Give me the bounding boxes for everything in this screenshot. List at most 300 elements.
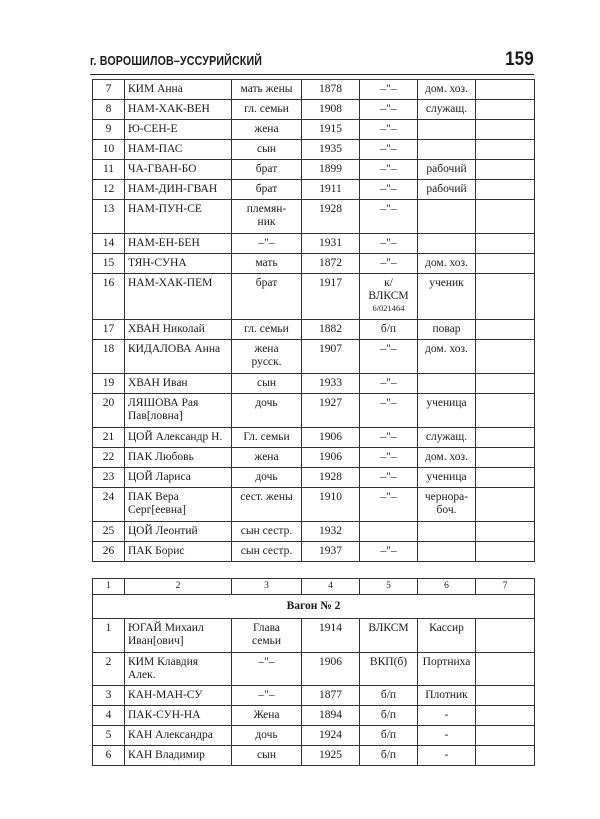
birth-year bbox=[302, 274, 360, 320]
relation bbox=[232, 274, 302, 320]
notes bbox=[476, 448, 535, 468]
row-number bbox=[93, 488, 125, 522]
person-name-text: НАМ-ПАС bbox=[128, 143, 183, 155]
column-number: 5 bbox=[360, 579, 418, 595]
person-name bbox=[125, 160, 232, 180]
column-number: 6 bbox=[418, 579, 476, 595]
person-name bbox=[125, 448, 232, 468]
relation bbox=[232, 542, 302, 562]
row-number bbox=[93, 320, 125, 340]
notes bbox=[476, 706, 535, 726]
notes bbox=[476, 653, 535, 686]
birth-year-text: 1935 bbox=[319, 143, 342, 155]
birth-year-text: 1911 bbox=[319, 183, 342, 195]
relation-text: жена bbox=[254, 123, 279, 135]
deportee-table-continued bbox=[92, 79, 535, 562]
table-row bbox=[93, 320, 535, 340]
table-row bbox=[93, 274, 535, 320]
occupation bbox=[418, 254, 476, 274]
relation bbox=[232, 448, 302, 468]
column-number: 3 bbox=[232, 579, 302, 595]
birth-year bbox=[302, 140, 360, 160]
table-row bbox=[93, 746, 535, 766]
row-number-text: 4 bbox=[105, 709, 112, 721]
row-number bbox=[93, 706, 125, 726]
relation bbox=[232, 80, 302, 100]
birth-year-text: 1914 bbox=[319, 622, 342, 634]
occupation bbox=[418, 140, 476, 160]
membership-card-number: 6/021464 bbox=[372, 303, 405, 313]
relation-text: дочь bbox=[255, 729, 278, 741]
birth-year bbox=[302, 619, 360, 653]
person-name bbox=[125, 234, 232, 254]
table-row bbox=[93, 522, 535, 542]
occupation-text: Плотник bbox=[425, 689, 468, 701]
relation-text: сын bbox=[257, 377, 276, 389]
party-status bbox=[360, 522, 418, 542]
relation bbox=[232, 686, 302, 706]
person-name bbox=[125, 100, 232, 120]
notes bbox=[476, 726, 535, 746]
party-status bbox=[360, 180, 418, 200]
relation bbox=[232, 394, 302, 428]
birth-year-text: 1878 bbox=[319, 83, 342, 95]
party-status bbox=[360, 746, 418, 766]
birth-year-text: 1906 bbox=[319, 656, 342, 668]
row-number-text: 21 bbox=[102, 431, 115, 443]
birth-year-text: 1928 bbox=[319, 203, 342, 215]
table-row bbox=[93, 160, 535, 180]
row-number-text: 15 bbox=[102, 257, 115, 269]
party-status bbox=[360, 468, 418, 488]
relation-text: брат bbox=[255, 163, 278, 175]
party-status-text: –"– bbox=[380, 183, 397, 195]
occupation-text: дом. хоз. bbox=[425, 451, 468, 463]
row-number bbox=[93, 522, 125, 542]
party-status-text: –"– bbox=[380, 203, 397, 215]
running-title: г. ВОРОШИЛОВ–УССУРИЙСКИЙ bbox=[90, 54, 263, 68]
row-number-text: 12 bbox=[102, 183, 115, 195]
party-status-text: –"– bbox=[380, 123, 397, 135]
person-name bbox=[125, 428, 232, 448]
row-number bbox=[93, 160, 125, 180]
person-name-text: ХВАН Николай bbox=[128, 323, 205, 335]
birth-year bbox=[302, 706, 360, 726]
notes bbox=[476, 488, 535, 522]
table-row bbox=[93, 686, 535, 706]
relation-text: –"– bbox=[258, 689, 275, 701]
column-number: 4 bbox=[302, 579, 360, 595]
table-row bbox=[93, 80, 535, 100]
birth-year bbox=[302, 468, 360, 488]
party-status bbox=[360, 254, 418, 274]
party-status-text: б/п bbox=[380, 709, 397, 721]
wagon-2-table bbox=[92, 578, 535, 766]
birth-year bbox=[302, 180, 360, 200]
birth-year-text: 1915 bbox=[319, 123, 342, 135]
row-number-text: 24 bbox=[102, 491, 115, 503]
relation-text: гл. семьи bbox=[244, 103, 289, 115]
party-status-text: –"– bbox=[380, 257, 397, 269]
notes bbox=[476, 522, 535, 542]
relation bbox=[232, 340, 302, 374]
birth-year bbox=[302, 340, 360, 374]
column-number: 7 bbox=[476, 579, 535, 595]
row-number-text: 20 bbox=[102, 397, 115, 409]
party-status bbox=[360, 340, 418, 374]
relation bbox=[232, 706, 302, 726]
row-number-text: 25 bbox=[102, 525, 115, 537]
birth-year bbox=[302, 394, 360, 428]
notes bbox=[476, 200, 535, 234]
person-name-text: КАН-МАН-СУ bbox=[128, 689, 203, 701]
occupation-text: рабочий bbox=[426, 183, 467, 195]
occupation bbox=[418, 686, 476, 706]
person-name-text: НАМ-ХАК-ПЕМ bbox=[128, 277, 213, 289]
table-row bbox=[93, 340, 535, 374]
person-name bbox=[125, 542, 232, 562]
row-number bbox=[93, 726, 125, 746]
birth-year-text: 1908 bbox=[319, 103, 342, 115]
birth-year-text: 1899 bbox=[319, 163, 342, 175]
person-name-text: Ю-СЕН-Е bbox=[128, 123, 178, 135]
relation bbox=[232, 100, 302, 120]
person-name bbox=[125, 140, 232, 160]
party-status-text: –"– bbox=[380, 545, 397, 557]
relation bbox=[232, 488, 302, 522]
occupation bbox=[418, 542, 476, 562]
row-number-text: 10 bbox=[102, 143, 115, 155]
row-number bbox=[93, 274, 125, 320]
notes bbox=[476, 234, 535, 254]
row-number bbox=[93, 340, 125, 374]
party-status-text: ВКП(б) bbox=[369, 656, 408, 668]
birth-year bbox=[302, 686, 360, 706]
party-status-text: –"– bbox=[380, 163, 397, 175]
person-name-text: ХВАН Иван bbox=[128, 377, 188, 389]
party-status-text: –"– bbox=[380, 451, 397, 463]
person-name bbox=[125, 374, 232, 394]
birth-year bbox=[302, 320, 360, 340]
relation-text: Жена bbox=[253, 709, 280, 721]
row-number-text: 9 bbox=[105, 123, 112, 135]
row-number bbox=[93, 254, 125, 274]
person-name bbox=[125, 619, 232, 653]
person-name bbox=[125, 394, 232, 428]
relation bbox=[232, 746, 302, 766]
page-number: 159 bbox=[505, 49, 534, 70]
notes bbox=[476, 120, 535, 140]
birth-year-text: 1906 bbox=[319, 431, 342, 443]
table-row bbox=[93, 100, 535, 120]
relation-text: сын сестр. bbox=[240, 525, 293, 537]
party-status bbox=[360, 542, 418, 562]
relation bbox=[232, 234, 302, 254]
occupation-text: - bbox=[444, 749, 449, 761]
relation bbox=[232, 468, 302, 488]
party-status bbox=[360, 488, 418, 522]
relation bbox=[232, 726, 302, 746]
occupation bbox=[418, 706, 476, 726]
row-number bbox=[93, 394, 125, 428]
person-name bbox=[125, 274, 232, 320]
party-status bbox=[360, 706, 418, 726]
birth-year bbox=[302, 428, 360, 448]
relation-text: гл. семьи bbox=[244, 323, 289, 335]
occupation-text: ученик bbox=[429, 277, 464, 289]
relation-text: дочь bbox=[255, 471, 278, 483]
row-number bbox=[93, 686, 125, 706]
occupation-text: - bbox=[444, 729, 449, 741]
occupation bbox=[418, 468, 476, 488]
person-name bbox=[125, 80, 232, 100]
birth-year bbox=[302, 120, 360, 140]
party-status-text: к/ ВЛКСМ bbox=[368, 277, 409, 302]
occupation bbox=[418, 100, 476, 120]
occupation-text: дом. хоз. bbox=[425, 343, 468, 355]
birth-year bbox=[302, 653, 360, 686]
row-number-text: 5 bbox=[105, 729, 112, 741]
relation bbox=[232, 120, 302, 140]
party-status bbox=[360, 726, 418, 746]
table-row bbox=[93, 726, 535, 746]
notes bbox=[476, 160, 535, 180]
birth-year-text: 1907 bbox=[319, 343, 342, 355]
notes bbox=[476, 274, 535, 320]
party-status-text: –"– bbox=[380, 103, 397, 115]
wagon-title: Вагон № 2 bbox=[93, 595, 535, 619]
birth-year-text: 1910 bbox=[319, 491, 342, 503]
person-name-text: ПАК Вера Серг[еевна] bbox=[128, 491, 186, 516]
relation-text: племян- ник bbox=[246, 203, 287, 228]
person-name bbox=[125, 320, 232, 340]
person-name-text: ПАК Любовь bbox=[128, 451, 194, 463]
person-name bbox=[125, 522, 232, 542]
person-name-text: КАН Владимир bbox=[128, 749, 205, 761]
occupation bbox=[418, 726, 476, 746]
column-number: 1 bbox=[93, 579, 125, 595]
relation-text: жена bbox=[254, 451, 279, 463]
relation bbox=[232, 428, 302, 448]
party-status bbox=[360, 394, 418, 428]
occupation bbox=[418, 488, 476, 522]
party-status-text: б/п bbox=[380, 323, 397, 335]
party-status-text: –"– bbox=[380, 83, 397, 95]
birth-year-text: 1894 bbox=[319, 709, 342, 721]
notes bbox=[476, 686, 535, 706]
row-number-text: 16 bbox=[102, 277, 115, 289]
table-row bbox=[93, 374, 535, 394]
birth-year-text: 1872 bbox=[319, 257, 342, 269]
person-name-text: НАМ-ДИН-ГВАН bbox=[128, 183, 218, 195]
row-number-text: 7 bbox=[105, 83, 112, 95]
row-number bbox=[93, 374, 125, 394]
person-name-text: ПАК-СУН-НА bbox=[128, 709, 201, 721]
relation-text: Глава семьи bbox=[251, 622, 282, 647]
party-status-text: –"– bbox=[380, 343, 397, 355]
row-number bbox=[93, 200, 125, 234]
birth-year bbox=[302, 160, 360, 180]
notes bbox=[476, 320, 535, 340]
party-status bbox=[360, 619, 418, 653]
person-name bbox=[125, 488, 232, 522]
occupation bbox=[418, 274, 476, 320]
person-name-text: ПАК Борис bbox=[128, 545, 185, 557]
relation bbox=[232, 254, 302, 274]
table-row bbox=[93, 180, 535, 200]
person-name-text: НАМ-ПУН-СЕ bbox=[128, 203, 202, 215]
row-number bbox=[93, 619, 125, 653]
occupation-text: - bbox=[444, 709, 449, 721]
relation-text: жена русск. bbox=[251, 343, 282, 368]
occupation-text: ученица bbox=[426, 397, 467, 409]
party-status bbox=[360, 234, 418, 254]
party-status bbox=[360, 100, 418, 120]
birth-year-text: 1927 bbox=[319, 397, 342, 409]
wagon-heading-row bbox=[93, 595, 535, 619]
notes bbox=[476, 180, 535, 200]
relation bbox=[232, 653, 302, 686]
person-name-text: НАМ-ХАК-ВЕН bbox=[128, 103, 210, 115]
notes bbox=[476, 100, 535, 120]
row-number-text: 19 bbox=[102, 377, 115, 389]
person-name-text: ЮГАЙ Михаил Иван[ович] bbox=[128, 622, 204, 647]
party-status bbox=[360, 140, 418, 160]
relation bbox=[232, 374, 302, 394]
party-status-text: ВЛКСМ bbox=[368, 622, 409, 634]
table-row bbox=[93, 394, 535, 428]
relation bbox=[232, 200, 302, 234]
birth-year-text: 1882 bbox=[319, 323, 342, 335]
relation bbox=[232, 522, 302, 542]
row-number-text: 23 bbox=[102, 471, 115, 483]
birth-year-text: 1933 bbox=[319, 377, 342, 389]
party-status-text: б/п bbox=[380, 749, 397, 761]
party-status-text: –"– bbox=[380, 397, 397, 409]
row-number-text: 13 bbox=[102, 203, 115, 215]
occupation-text: черноpa- боч. bbox=[424, 491, 469, 516]
birth-year bbox=[302, 374, 360, 394]
occupation bbox=[418, 619, 476, 653]
person-name bbox=[125, 653, 232, 686]
notes bbox=[476, 80, 535, 100]
party-status-text: –"– bbox=[380, 377, 397, 389]
relation bbox=[232, 180, 302, 200]
occupation-text: повар bbox=[432, 323, 461, 335]
person-name bbox=[125, 726, 232, 746]
row-number-text: 17 bbox=[102, 323, 115, 335]
row-number-text: 18 bbox=[102, 343, 115, 355]
birth-year-text: 1928 bbox=[319, 471, 342, 483]
person-name-text: КАН Александра bbox=[128, 729, 213, 741]
person-name-text: КИДАЛОВА Анна bbox=[128, 343, 221, 355]
table-row bbox=[93, 542, 535, 562]
party-status bbox=[360, 653, 418, 686]
person-name-text: ТЯН-СУНА bbox=[128, 257, 187, 269]
relation-text: брат bbox=[255, 277, 278, 289]
table-row bbox=[93, 653, 535, 686]
birth-year bbox=[302, 522, 360, 542]
party-status bbox=[360, 80, 418, 100]
relation bbox=[232, 320, 302, 340]
row-number bbox=[93, 100, 125, 120]
row-number bbox=[93, 468, 125, 488]
birth-year-text: 1877 bbox=[319, 689, 342, 701]
birth-year-text: 1931 bbox=[319, 237, 342, 249]
birth-year-text: 1906 bbox=[319, 451, 342, 463]
party-status bbox=[360, 200, 418, 234]
occupation-text: дом. хоз. bbox=[425, 257, 468, 269]
column-number: 2 bbox=[125, 579, 232, 595]
table-row bbox=[93, 706, 535, 726]
table-row bbox=[93, 234, 535, 254]
relation-text: –"– bbox=[258, 237, 275, 249]
birth-year bbox=[302, 100, 360, 120]
party-status bbox=[360, 120, 418, 140]
birth-year bbox=[302, 726, 360, 746]
person-name-text: НАМ-ЕН-БЕН bbox=[128, 237, 200, 249]
notes bbox=[476, 340, 535, 374]
person-name bbox=[125, 200, 232, 234]
birth-year bbox=[302, 80, 360, 100]
person-name bbox=[125, 180, 232, 200]
occupation bbox=[418, 374, 476, 394]
occupation bbox=[418, 746, 476, 766]
relation bbox=[232, 160, 302, 180]
row-number bbox=[93, 120, 125, 140]
relation-text: брат bbox=[255, 183, 278, 195]
row-number-text: 26 bbox=[102, 545, 115, 557]
occupation bbox=[418, 428, 476, 448]
row-number-text: 1 bbox=[105, 622, 112, 634]
notes bbox=[476, 542, 535, 562]
notes bbox=[476, 374, 535, 394]
row-number bbox=[93, 234, 125, 254]
person-name-text: ЦОЙ Александр Н. bbox=[128, 431, 223, 443]
table-row bbox=[93, 468, 535, 488]
relation-text: Гл. семьи bbox=[243, 431, 290, 443]
party-status bbox=[360, 320, 418, 340]
table-row bbox=[93, 428, 535, 448]
birth-year bbox=[302, 200, 360, 234]
person-name bbox=[125, 468, 232, 488]
row-number bbox=[93, 542, 125, 562]
occupation-text: служащ. bbox=[425, 431, 468, 443]
person-name bbox=[125, 340, 232, 374]
relation bbox=[232, 140, 302, 160]
birth-year-text: 1917 bbox=[319, 277, 342, 289]
party-status bbox=[360, 428, 418, 448]
occupation bbox=[418, 448, 476, 468]
party-status-text: –"– bbox=[380, 143, 397, 155]
party-status-text: б/п bbox=[380, 729, 397, 741]
occupation-text: рабочий bbox=[426, 163, 467, 175]
person-name bbox=[125, 120, 232, 140]
occupation bbox=[418, 120, 476, 140]
table-row bbox=[93, 200, 535, 234]
row-number bbox=[93, 80, 125, 100]
birth-year-text: 1925 bbox=[319, 749, 342, 761]
party-status-text: –"– bbox=[380, 431, 397, 443]
party-status bbox=[360, 160, 418, 180]
person-name bbox=[125, 686, 232, 706]
table-row bbox=[93, 488, 535, 522]
occupation-text: Портниха bbox=[422, 656, 471, 668]
row-number-text: 6 bbox=[105, 749, 112, 761]
notes bbox=[476, 619, 535, 653]
birth-year-text: 1932 bbox=[319, 525, 342, 537]
row-number-text: 2 bbox=[105, 656, 112, 668]
